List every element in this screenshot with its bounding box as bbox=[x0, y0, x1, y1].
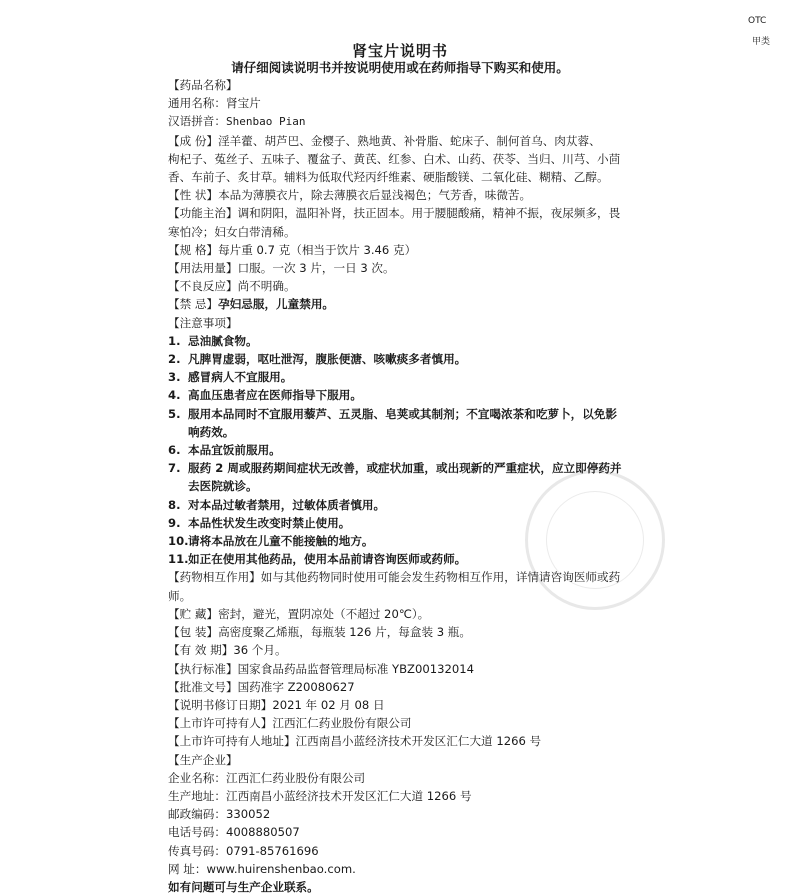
precaution-number: 5. bbox=[168, 406, 181, 421]
precaution-text: 感冒病人不宜服用。 bbox=[188, 370, 293, 385]
standard-value: 国家食品药品监督管理局标准 YBZ00132014 bbox=[237, 661, 474, 676]
precaution-text: 服用本品同时不宜服用藜芦、五灵脂、皂荚或其制剂；不宜喝浓茶和吃萝卜，以免影 bbox=[188, 406, 617, 421]
precaution-number: 1. bbox=[168, 333, 181, 348]
indications-row bbox=[168, 204, 621, 222]
approval-value: 国药准字 Z20080627 bbox=[237, 679, 355, 694]
production-address-row bbox=[168, 787, 618, 805]
precaution-text: 对本品过敏者禁用，过敏体质者慎用。 bbox=[188, 497, 386, 512]
precaution-item bbox=[168, 496, 618, 514]
validity-value: 36 个月。 bbox=[233, 643, 287, 658]
approval-row bbox=[168, 678, 618, 696]
precaution-number: 7. bbox=[168, 461, 181, 476]
precaution-number: 10. bbox=[168, 534, 189, 549]
holder-row bbox=[168, 714, 618, 732]
standard-label: 【执行标准】 bbox=[168, 661, 238, 676]
standard-row bbox=[168, 660, 618, 678]
contraindications-row bbox=[168, 295, 618, 313]
adverse-value: 尚不明确。 bbox=[237, 279, 296, 294]
generic-name-value: 肾宝片 bbox=[225, 96, 261, 111]
ingredients-row bbox=[168, 132, 618, 150]
properties-label: 【性 状】 bbox=[168, 188, 219, 203]
precaution-number: 4. bbox=[168, 388, 181, 403]
holder-address-label: 【上市许可持有人地址】 bbox=[168, 734, 296, 749]
indications-line-2: 寒怕冷；妇女白带清稀。 bbox=[168, 224, 296, 239]
precaution-item bbox=[168, 368, 618, 386]
precaution-number: 9. bbox=[168, 515, 181, 530]
category-mark: 甲类 bbox=[752, 37, 771, 47]
revision-value: 2021 年 02 月 08 日 bbox=[272, 697, 385, 712]
precaution-number: 11. bbox=[168, 552, 189, 567]
pinyin-label: 汉语拼音： bbox=[168, 114, 226, 129]
interactions-label: 【药物相互作用】 bbox=[168, 570, 261, 585]
precaution-text: 请将本品放在儿童不能接触的地方。 bbox=[188, 534, 374, 549]
precaution-text: 本品宜饭前服用。 bbox=[188, 443, 281, 458]
precaution-text: 忌油腻食物。 bbox=[188, 333, 258, 348]
manufacturer-heading: 【生产企业】 bbox=[168, 752, 238, 767]
holder-label: 【上市许可持有人】 bbox=[168, 716, 273, 731]
revision-label: 【说明书修订日期】 bbox=[168, 697, 273, 712]
storage-row bbox=[168, 605, 618, 623]
fax-row bbox=[168, 842, 618, 860]
indications-label: 【功能主治】 bbox=[168, 206, 238, 221]
precaution-text: 凡脾胃虚弱，呕吐泄泻，腹胀便溏、咳嗽痰多者慎用。 bbox=[188, 352, 467, 367]
otc-mark: OTC bbox=[748, 16, 767, 26]
specification-label: 【规 格】 bbox=[168, 242, 219, 257]
interactions-row bbox=[168, 568, 621, 586]
approval-label: 【批准文号】 bbox=[168, 679, 238, 694]
properties-value: 本品为薄膜衣片，除去薄膜衣后显浅褐色；气芳香，味微苦。 bbox=[218, 188, 532, 203]
specification-row bbox=[168, 241, 618, 259]
dosage-label: 【用法用量】 bbox=[168, 261, 238, 276]
precaution-item bbox=[168, 550, 618, 568]
precaution-item bbox=[168, 441, 618, 459]
company-name-value: 江西汇仁药业股份有限公司 bbox=[225, 770, 366, 785]
phone-row bbox=[168, 823, 618, 841]
phone-value: 4008880507 bbox=[225, 825, 300, 840]
properties-row bbox=[168, 186, 618, 204]
contraindications-label: 【禁 忌】 bbox=[168, 297, 219, 312]
adverse-label: 【不良反应】 bbox=[168, 279, 238, 294]
precaution-item bbox=[168, 350, 618, 368]
precaution-number: 6. bbox=[168, 443, 181, 458]
website-label: 网 址： bbox=[168, 861, 207, 876]
precaution-text: 如正在使用其他药品，使用本品前请咨询医师或药师。 bbox=[188, 552, 467, 567]
precaution-item bbox=[168, 386, 618, 404]
precaution-number: 8. bbox=[168, 497, 181, 512]
precaution-text: 本品性状发生改变时禁止使用。 bbox=[188, 515, 351, 530]
ingredients-line-1: 淫羊藿、胡芦巴、金樱子、熟地黄、补骨脂、蛇床子、制何首乌、肉苁蓉、 bbox=[218, 133, 601, 148]
precaution-text: 服药 2 周或服药期间症状无改善，或症状加重，或出现新的严重症状，应立即停药并 bbox=[188, 461, 622, 476]
website-value: www.huirenshenbao.com. bbox=[206, 861, 356, 876]
ingredients-line-3: 香、车前子、炙甘草。辅料为低取代羟丙纤维素、硬脂酸镁、二氧化硅、糊精、乙醇。 bbox=[168, 170, 609, 185]
indications-line-1: 调和阴阳，温阳补肾，扶正固本。用于腰腿酸痛，精神不振，夜尿频多，畏 bbox=[237, 206, 621, 221]
contraindications-value: 孕妇忌服，儿童禁用。 bbox=[218, 297, 335, 312]
precaution-item bbox=[168, 514, 618, 532]
precautions-list bbox=[168, 332, 622, 569]
pinyin-value: Shenbao Pian bbox=[225, 115, 306, 129]
dosage-row bbox=[168, 259, 618, 277]
leaflet-body bbox=[168, 76, 622, 896]
precaution-item bbox=[168, 332, 618, 350]
document-title: 肾宝片说明书 bbox=[351, 42, 448, 60]
precaution-number: 2. bbox=[168, 352, 181, 367]
holder-address-value: 江西南昌小蓝经济技术开发区汇仁大道 1266 号 bbox=[295, 734, 542, 749]
precaution-item bbox=[168, 405, 618, 423]
interactions-line-2: 师。 bbox=[168, 588, 192, 603]
validity-label: 【有 效 期】 bbox=[168, 643, 234, 658]
ingredients-line-2: 枸杞子、菟丝子、五味子、覆盆子、黄芪、红参、白术、山药、茯苓、当归、川芎、小茴 bbox=[168, 151, 621, 166]
storage-label: 【贮 藏】 bbox=[168, 606, 219, 621]
precaution-number: 3. bbox=[168, 370, 181, 385]
footer-note: 如有问题可与生产企业联系。 bbox=[168, 879, 319, 894]
pinyin-row bbox=[168, 112, 618, 131]
postcode-label: 邮政编码： bbox=[168, 807, 226, 822]
validity-row bbox=[168, 641, 618, 659]
fax-value: 0791-85761696 bbox=[225, 843, 319, 858]
holder-address-row bbox=[168, 732, 618, 750]
packaging-label: 【包 装】 bbox=[168, 625, 219, 640]
dosage-value: 口服。一次 3 片，一日 3 次。 bbox=[237, 261, 395, 276]
precautions-heading: 【注意事项】 bbox=[168, 315, 238, 330]
document-subtitle: 请仔细阅读说明书并按说明使用或在药师指导下购买和使用。 bbox=[231, 60, 569, 75]
packaging-value: 高密度聚乙烯瓶，每瓶装 126 片，每盒装 3 瓶。 bbox=[218, 625, 471, 640]
precaution-item bbox=[168, 532, 618, 550]
interactions-line-1: 如与其他药物同时使用可能会发生药物相互作用，详情请咨询医师或药 bbox=[260, 570, 621, 585]
fax-label: 传真号码： bbox=[168, 843, 226, 858]
generic-name-label: 通用名称： bbox=[168, 96, 226, 111]
adverse-row bbox=[168, 277, 618, 295]
postcode-row bbox=[168, 805, 618, 823]
packaging-row bbox=[168, 623, 618, 641]
drug-name-heading: 【药品名称】 bbox=[168, 78, 238, 92]
company-name-row bbox=[168, 769, 618, 787]
ingredients-label: 【成 份】 bbox=[168, 133, 219, 148]
precaution-continuation: 去医院就诊。 bbox=[188, 479, 258, 494]
holder-value: 江西汇仁药业股份有限公司 bbox=[272, 716, 412, 731]
company-name-label: 企业名称： bbox=[168, 770, 226, 785]
production-address-value: 江西南昌小蓝经济技术开发区汇仁大道 1266 号 bbox=[225, 788, 472, 803]
precaution-text: 高血压患者应在医师指导下服用。 bbox=[188, 388, 362, 403]
revision-row bbox=[168, 696, 618, 714]
website-row bbox=[168, 860, 618, 878]
precaution-continuation: 响药效。 bbox=[188, 424, 235, 439]
storage-value: 密封，避光，置阴凉处（不超过 20℃）。 bbox=[218, 606, 430, 621]
phone-label: 电话号码： bbox=[168, 825, 226, 840]
precaution-item bbox=[168, 459, 622, 477]
generic-name-row bbox=[168, 94, 618, 112]
specification-value: 每片重 0.7 克（相当于饮片 3.46 克） bbox=[218, 242, 417, 257]
postcode-value: 330052 bbox=[225, 807, 271, 822]
production-address-label: 生产地址： bbox=[168, 788, 226, 803]
